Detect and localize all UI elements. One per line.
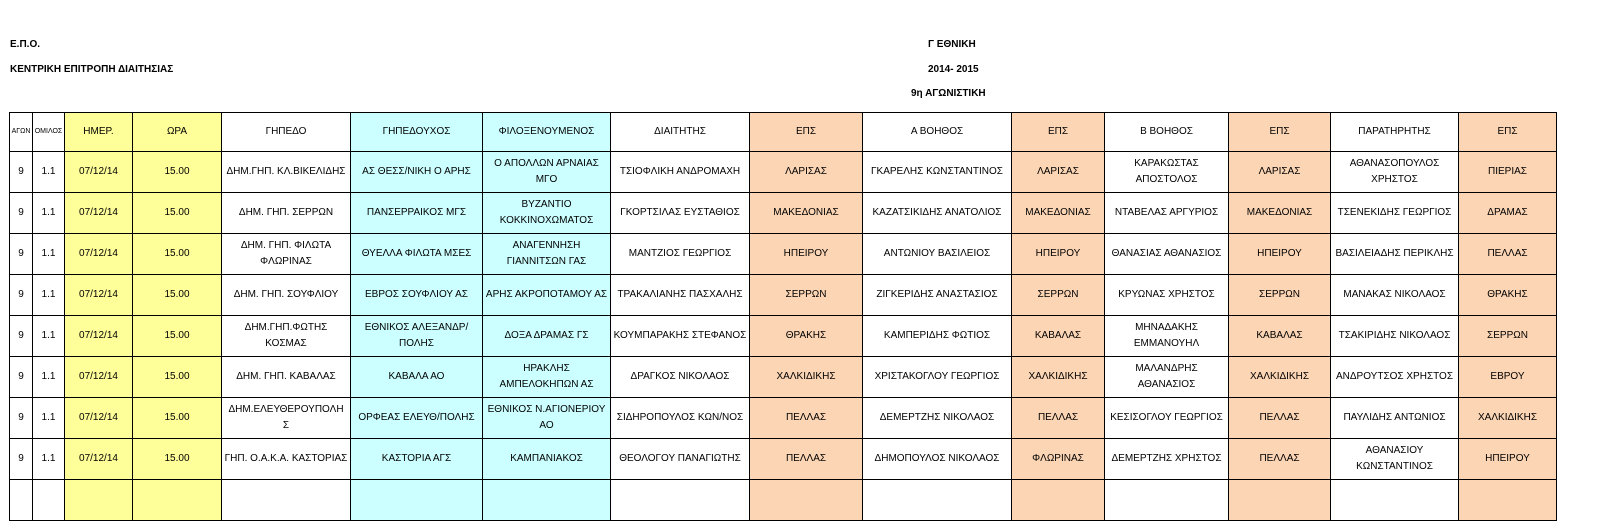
cell-observer: ΒΑΣΙΛΕΙΑΔΗΣ ΠΕΡΙΚΛΗΣ — [1331, 234, 1459, 275]
cell-stadium: ΔΗΜ. ΓΗΠ. ΣΕΡΡΩΝ — [222, 193, 351, 234]
cell-observer: ΑΘΑΝΑΣΟΠΟΥΛΟΣ ΧΡΗΣΤΟΣ — [1331, 152, 1459, 193]
cell-assistant-b-eps: ΧΑΛΚΙΔΙΚΗΣ — [1229, 357, 1331, 398]
cell-away-team: ΗΡΑΚΛΗΣ ΑΜΠΕΛΟΚΗΠΩΝ ΑΣ — [483, 357, 611, 398]
cell-group: 1.1 — [33, 439, 65, 480]
cell-stadium: ΔΗΜ.ΓΗΠ.ΦΩΤΗΣ ΚΟΣΜΑΣ — [222, 316, 351, 357]
column-header-time: ΩΡΑ — [133, 113, 222, 152]
cell-observer: ΤΣΕΝΕΚΙΔΗΣ ΓΕΩΡΓΙΟΣ — [1331, 193, 1459, 234]
cell-stadium: ΔΗΜ. ΓΗΠ. ΦΙΛΩΤΑ ΦΛΩΡΙΝΑΣ — [222, 234, 351, 275]
column-header-stadium: ΓΗΠΕΔΟ — [222, 113, 351, 152]
cell-assistant-b — [1105, 480, 1229, 521]
cell-home-team: ΚΑΒΑΛΑ ΑΟ — [351, 357, 483, 398]
league-title: Γ ΕΘΝΙΚΗ — [928, 39, 976, 50]
cell-referee: ΤΣΙΟΦΛΙΚΗ ΑΝΔΡΟΜΑΧΗ — [611, 152, 750, 193]
cell-assistant-a — [863, 480, 1012, 521]
column-header-home-team: ΓΗΠΕΔΟΥΧΟΣ — [351, 113, 483, 152]
cell-observer-eps: ΘΡΑΚΗΣ — [1459, 275, 1557, 316]
cell-time — [133, 480, 222, 521]
cell-assistant-a-eps: ΜΑΚΕΔΟΝΙΑΣ — [1012, 193, 1105, 234]
cell-observer-eps: ΔΡΑΜΑΣ — [1459, 193, 1557, 234]
table-row — [10, 193, 1557, 234]
column-header-assistant-a: Α ΒΟΗΘΟΣ — [863, 113, 1012, 152]
cell-date: 07/12/14 — [65, 234, 133, 275]
cell-observer-eps: ΧΑΛΚΙΔΙΚΗΣ — [1459, 398, 1557, 439]
org-name: Ε.Π.Ο. — [10, 39, 41, 50]
cell-match-no: 9 — [10, 316, 33, 357]
cell-date: 07/12/14 — [65, 398, 133, 439]
cell-assistant-b-eps: ΠΕΛΛΑΣ — [1229, 398, 1331, 439]
cell-home-team — [351, 480, 483, 521]
committee-name: ΚΕΝΤΡΙΚΗ ΕΠΙΤΡΟΠΗ ΔΙΑΙΤΗΣΙΑΣ — [10, 64, 174, 75]
cell-time: 15.00 — [133, 275, 222, 316]
table-row — [10, 398, 1557, 439]
cell-group: 1.1 — [33, 152, 65, 193]
cell-assistant-a-eps: ΣΕΡΡΩΝ — [1012, 275, 1105, 316]
schedule-table — [9, 112, 1557, 521]
table-row — [10, 480, 1557, 521]
column-header-assistant-b-eps: ΕΠΣ — [1229, 113, 1331, 152]
cell-observer: ΠΑΥΛΙΔΗΣ ΑΝΤΩΝΙΟΣ — [1331, 398, 1459, 439]
cell-group: 1.1 — [33, 275, 65, 316]
cell-referee: ΣΙΔΗΡΟΠΟΥΛΟΣ ΚΩΝ/ΝΟΣ — [611, 398, 750, 439]
column-header-referee: ΔΙΑΙΤΗΤΗΣ — [611, 113, 750, 152]
cell-assistant-b-eps: ΛΑΡΙΣΑΣ — [1229, 152, 1331, 193]
cell-assistant-a-eps: ΦΛΩΡΙΝΑΣ — [1012, 439, 1105, 480]
cell-assistant-a-eps: ΚΑΒΑΛΑΣ — [1012, 316, 1105, 357]
cell-assistant-b: ΜΑΛΑΝΔΡΗΣ ΑΘΑΝΑΣΙΟΣ — [1105, 357, 1229, 398]
cell-date: 07/12/14 — [65, 316, 133, 357]
cell-assistant-b-eps: ΚΑΒΑΛΑΣ — [1229, 316, 1331, 357]
cell-away-team: ΕΘΝΙΚΟΣ Ν.ΑΓΙΟΝΕΡΙΟΥ ΑΟ — [483, 398, 611, 439]
cell-time: 15.00 — [133, 193, 222, 234]
table-header-row — [10, 113, 1557, 152]
table-row — [10, 316, 1557, 357]
table-row — [10, 152, 1557, 193]
column-header-observer: ΠΑΡΑΤΗΡΗΤΗΣ — [1331, 113, 1459, 152]
cell-match-no: 9 — [10, 234, 33, 275]
cell-assistant-a: ΖΙΓΚΕΡΙΔΗΣ ΑΝΑΣΤΑΣΙΟΣ — [863, 275, 1012, 316]
cell-assistant-b-eps: ΜΑΚΕΔΟΝΙΑΣ — [1229, 193, 1331, 234]
cell-referee-eps: ΛΑΡΙΣΑΣ — [750, 152, 863, 193]
cell-observer-eps: ΠΙΕΡΙΑΣ — [1459, 152, 1557, 193]
cell-referee-eps: ΜΑΚΕΔΟΝΙΑΣ — [750, 193, 863, 234]
cell-assistant-b: ΚΕΣΙΣΟΓΛΟΥ ΓΕΩΡΓΙΟΣ — [1105, 398, 1229, 439]
cell-observer — [1331, 480, 1459, 521]
column-header-group: ΟΜΙΛΟΣ — [33, 113, 65, 152]
cell-match-no — [10, 480, 33, 521]
cell-time: 15.00 — [133, 316, 222, 357]
cell-assistant-a: ΔΕΜΕΡΤΖΗΣ ΝΙΚΟΛΑΟΣ — [863, 398, 1012, 439]
cell-match-no: 9 — [10, 439, 33, 480]
cell-assistant-a-eps: ΗΠΕΙΡΟΥ — [1012, 234, 1105, 275]
cell-referee: ΜΑΝΤΖΙΟΣ ΓΕΩΡΓΙΟΣ — [611, 234, 750, 275]
column-header-assistant-a-eps: ΕΠΣ — [1012, 113, 1105, 152]
cell-group: 1.1 — [33, 357, 65, 398]
cell-assistant-b: ΘΑΝΑΣΙΑΣ ΑΘΑΝΑΣΙΟΣ — [1105, 234, 1229, 275]
cell-observer-eps: ΠΕΛΛΑΣ — [1459, 234, 1557, 275]
cell-group: 1.1 — [33, 316, 65, 357]
cell-observer: ΤΣΑΚΙΡΙΔΗΣ ΝΙΚΟΛΑΟΣ — [1331, 316, 1459, 357]
cell-home-team: ΘΥΕΛΛΑ ΦΙΛΩΤΑ ΜΣΕΣ — [351, 234, 483, 275]
cell-referee: ΤΡΑΚΑΛΙΑΝΗΣ ΠΑΣΧΑΛΗΣ — [611, 275, 750, 316]
cell-match-no: 9 — [10, 152, 33, 193]
cell-time: 15.00 — [133, 234, 222, 275]
cell-assistant-b-eps: ΗΠΕΙΡΟΥ — [1229, 234, 1331, 275]
cell-assistant-b: ΜΗΝΑΔΑΚΗΣ ΕΜΜΑΝΟΥΗΛ — [1105, 316, 1229, 357]
cell-assistant-b-eps: ΠΕΛΛΑΣ — [1229, 439, 1331, 480]
cell-observer-eps: ΣΕΡΡΩΝ — [1459, 316, 1557, 357]
cell-assistant-a-eps: ΧΑΛΚΙΔΙΚΗΣ — [1012, 357, 1105, 398]
cell-home-team: ΕΒΡΟΣ ΣΟΥΦΛΙΟΥ ΑΣ — [351, 275, 483, 316]
cell-away-team: ΒΥΖΑΝΤΙΟ ΚΟΚΚΙΝΟΧΩΜΑΤΟΣ — [483, 193, 611, 234]
cell-date — [65, 480, 133, 521]
table-row — [10, 439, 1557, 480]
cell-assistant-a: ΔΗΜΟΠΟΥΛΟΣ ΝΙΚΟΛΑΟΣ — [863, 439, 1012, 480]
cell-referee-eps — [750, 480, 863, 521]
cell-home-team: ΕΘΝΙΚΟΣ ΑΛΕΞΑΝΔΡ/ΠΟΛΗΣ — [351, 316, 483, 357]
table-row — [10, 234, 1557, 275]
cell-observer: ΑΝΔΡΟΥΤΣΟΣ ΧΡΗΣΤΟΣ — [1331, 357, 1459, 398]
cell-observer: ΑΘΑΝΑΣΙΟΥ ΚΩΝΣΤΑΝΤΙΝΟΣ — [1331, 439, 1459, 480]
cell-observer-eps: ΕΒΡΟΥ — [1459, 357, 1557, 398]
cell-away-team: ΔΟΞΑ ΔΡΑΜΑΣ ΓΣ — [483, 316, 611, 357]
cell-stadium: ΔΗΜ. ΓΗΠ. ΚΑΒΑΛΑΣ — [222, 357, 351, 398]
cell-match-no: 9 — [10, 398, 33, 439]
cell-assistant-a: ΚΑΖΑΤΣΙΚΙΔΗΣ ΑΝΑΤΟΛΙΟΣ — [863, 193, 1012, 234]
column-header-observer-eps: ΕΠΣ — [1459, 113, 1557, 152]
cell-referee-eps: ΠΕΛΛΑΣ — [750, 398, 863, 439]
cell-observer: ΜΑΝΑΚΑΣ ΝΙΚΟΛΑΟΣ — [1331, 275, 1459, 316]
cell-referee-eps: ΣΕΡΡΩΝ — [750, 275, 863, 316]
cell-referee-eps: ΧΑΛΚΙΔΙΚΗΣ — [750, 357, 863, 398]
cell-home-team: ΑΣ ΘΕΣΣ/ΝΙΚΗ Ο ΑΡΗΣ — [351, 152, 483, 193]
cell-referee: ΓΚΟΡΤΣΙΛΑΣ ΕΥΣΤΑΘΙΟΣ — [611, 193, 750, 234]
cell-home-team: ΟΡΦΕΑΣ ΕΛΕΥΘ/ΠΟΛΗΣ — [351, 398, 483, 439]
cell-match-no: 9 — [10, 275, 33, 316]
cell-referee-eps: ΘΡΑΚΗΣ — [750, 316, 863, 357]
cell-time: 15.00 — [133, 398, 222, 439]
table-row — [10, 357, 1557, 398]
cell-assistant-a: ΚΑΜΠΕΡΙΔΗΣ ΦΩΤΙΟΣ — [863, 316, 1012, 357]
cell-stadium: ΔΗΜ.ΓΗΠ. ΚΛ.ΒΙΚΕΛΙΔΗΣ — [222, 152, 351, 193]
cell-time: 15.00 — [133, 152, 222, 193]
cell-assistant-b-eps — [1229, 480, 1331, 521]
cell-group — [33, 480, 65, 521]
cell-date: 07/12/14 — [65, 193, 133, 234]
cell-group: 1.1 — [33, 234, 65, 275]
cell-assistant-a-eps: ΛΑΡΙΣΑΣ — [1012, 152, 1105, 193]
table-row — [10, 275, 1557, 316]
cell-stadium: ΔΗΜ. ΓΗΠ. ΣΟΥΦΛΙΟΥ — [222, 275, 351, 316]
cell-referee-eps: ΗΠΕΙΡΟΥ — [750, 234, 863, 275]
cell-assistant-a-eps — [1012, 480, 1105, 521]
cell-assistant-b: ΚΑΡΑΚΩΣΤΑΣ ΑΠΟΣΤΟΛΟΣ — [1105, 152, 1229, 193]
cell-referee — [611, 480, 750, 521]
cell-away-team: ΑΡΗΣ ΑΚΡΟΠΟΤΑΜΟΥ ΑΣ — [483, 275, 611, 316]
cell-assistant-b: ΔΕΜΕΡΤΖΗΣ ΧΡΗΣΤΟΣ — [1105, 439, 1229, 480]
cell-match-no: 9 — [10, 357, 33, 398]
column-header-match-no: ΑΓΩΝ — [10, 113, 33, 152]
cell-assistant-b-eps: ΣΕΡΡΩΝ — [1229, 275, 1331, 316]
cell-home-team: ΚΑΣΤΟΡΙΑ ΑΓΣ — [351, 439, 483, 480]
column-header-away-team: ΦΙΛΟΞΕΝΟΥΜΕΝΟΣ — [483, 113, 611, 152]
round-title: 9η ΑΓΩΝΙΣΤΙΚΗ — [911, 88, 986, 99]
cell-stadium: ΔΗΜ.ΕΛΕΥΘΕΡΟΥΠΟΛΗ Σ — [222, 398, 351, 439]
cell-referee-eps: ΠΕΛΛΑΣ — [750, 439, 863, 480]
cell-date: 07/12/14 — [65, 357, 133, 398]
cell-referee: ΘΕΟΛΟΓΟΥ ΠΑΝΑΓΙΩΤΗΣ — [611, 439, 750, 480]
column-header-referee-eps: ΕΠΣ — [750, 113, 863, 152]
cell-away-team: ΚΑΜΠΑΝΙΑΚΟΣ — [483, 439, 611, 480]
cell-assistant-a: ΓΚΑΡΕΛΗΣ ΚΩΝΣΤΑΝΤΙΝΟΣ — [863, 152, 1012, 193]
cell-assistant-a: ΑΝΤΩΝΙΟΥ ΒΑΣΙΛΕΙΟΣ — [863, 234, 1012, 275]
cell-stadium — [222, 480, 351, 521]
cell-group: 1.1 — [33, 193, 65, 234]
cell-referee: ΚΟΥΜΠΑΡΑΚΗΣ ΣΤΕΦΑΝΟΣ — [611, 316, 750, 357]
cell-date: 07/12/14 — [65, 275, 133, 316]
cell-match-no: 9 — [10, 193, 33, 234]
cell-stadium: ΓΗΠ. Ο.Α.Κ.Α. ΚΑΣΤΟΡΙΑΣ — [222, 439, 351, 480]
cell-time: 15.00 — [133, 439, 222, 480]
cell-referee: ΔΡΑΓΚΟΣ ΝΙΚΟΛΑΟΣ — [611, 357, 750, 398]
cell-assistant-b: ΝΤΑΒΕΛΑΣ ΑΡΓΥΡΙΟΣ — [1105, 193, 1229, 234]
cell-assistant-b: ΚΡΥΩΝΑΣ ΧΡΗΣΤΟΣ — [1105, 275, 1229, 316]
cell-assistant-a: ΧΡΙΣΤΑΚΟΓΛΟΥ ΓΕΩΡΓΙΟΣ — [863, 357, 1012, 398]
cell-observer-eps — [1459, 480, 1557, 521]
cell-observer-eps: ΗΠΕΙΡΟΥ — [1459, 439, 1557, 480]
cell-away-team: Ο ΑΠΟΛΛΩΝ ΑΡΝΑΙΑΣ ΜΓΟ — [483, 152, 611, 193]
column-header-assistant-b: Β ΒΟΗΘΟΣ — [1105, 113, 1229, 152]
cell-date: 07/12/14 — [65, 439, 133, 480]
cell-home-team: ΠΑΝΣΕΡΡΑΙΚΟΣ ΜΓΣ — [351, 193, 483, 234]
season-title: 2014- 2015 — [928, 64, 979, 75]
cell-away-team: ΑΝΑΓΕΝΝΗΣΗ ΓΙΑΝΝΙΤΣΩΝ ΓΑΣ — [483, 234, 611, 275]
cell-time: 15.00 — [133, 357, 222, 398]
cell-assistant-a-eps: ΠΕΛΛΑΣ — [1012, 398, 1105, 439]
cell-away-team — [483, 480, 611, 521]
cell-group: 1.1 — [33, 398, 65, 439]
column-header-date: ΗΜΕΡ. — [65, 113, 133, 152]
cell-date: 07/12/14 — [65, 152, 133, 193]
